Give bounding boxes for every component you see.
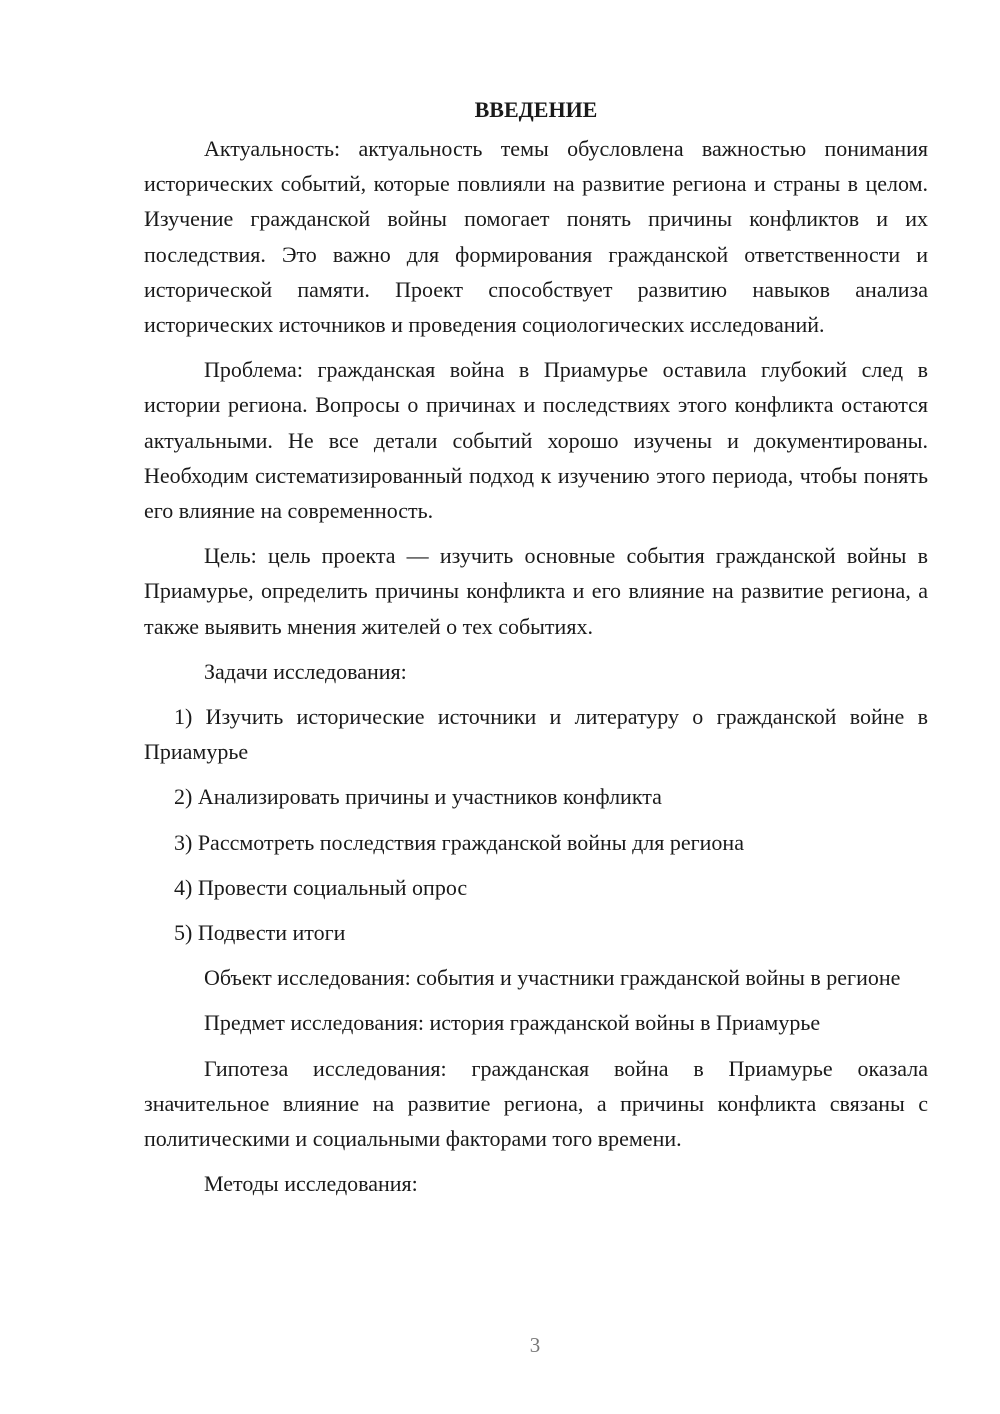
document-page — [144, 92, 928, 1211]
problem-paragraph: Проблема: гражданская война в Приамурье оставила глубокий след в истории региона. Вопросы о причинах и последствиях этого конфликта остаются актуальными. Не все детали событий хорошо изучены и документированы. Необходим систематизированный подход к изучению этого периода, чтобы понять его влияние на современность. — [144, 357, 928, 524]
task-item-5: 5) Подвести итоги — [174, 920, 346, 946]
task-item-4: 4) Провести социальный опрос — [174, 874, 468, 900]
document-title: ВВЕДЕНИЕ — [474, 97, 598, 122]
task-item-3: 3) Рассмотреть последствия гражданской войны для региона — [174, 829, 744, 855]
task-item-2: 2) Анализировать причины и участников конфликта — [174, 784, 662, 810]
hypothesis-paragraph: Гипотеза исследования: гражданская война в Приамурье оказала значительное влияние на развитие региона, а причины конфликта связаны с политическими и социальными факторами того времени. — [144, 1055, 928, 1152]
subject-paragraph: Предмет исследования: история гражданской войны в Приамурье — [204, 1010, 821, 1036]
tasks-heading: Задачи исследования: — [204, 658, 407, 684]
object-paragraph: Объект исследования: события и участники гражданской войны в регионе — [204, 965, 901, 991]
goal-paragraph: Цель: цель проекта — изучить основные события гражданской войны в Приамурье, определить причины конфликта и его влияние на развитие региона, а также выявить мнения жителей о тех событиях. — [144, 543, 928, 639]
relevance-paragraph: Актуальность: актуальность темы обусловлена важностью понимания исторических событий, которые повлияли на развитие региона и страны в целом. Изучение гражданской войны помогает понять причины конфликтов и их последствия. Это важно для формирования гражданской ответственности и исторической памяти. Проект способствует развитию навыков анализа исторических источников и проведения социологических исследований. — [144, 136, 928, 338]
page-number: 3 — [529, 1333, 541, 1357]
methods-heading: Методы исследования: — [204, 1171, 418, 1197]
task-item-1: 1) Изучить исторические источники и литературу о гражданской войне в Приамурье — [144, 704, 928, 765]
